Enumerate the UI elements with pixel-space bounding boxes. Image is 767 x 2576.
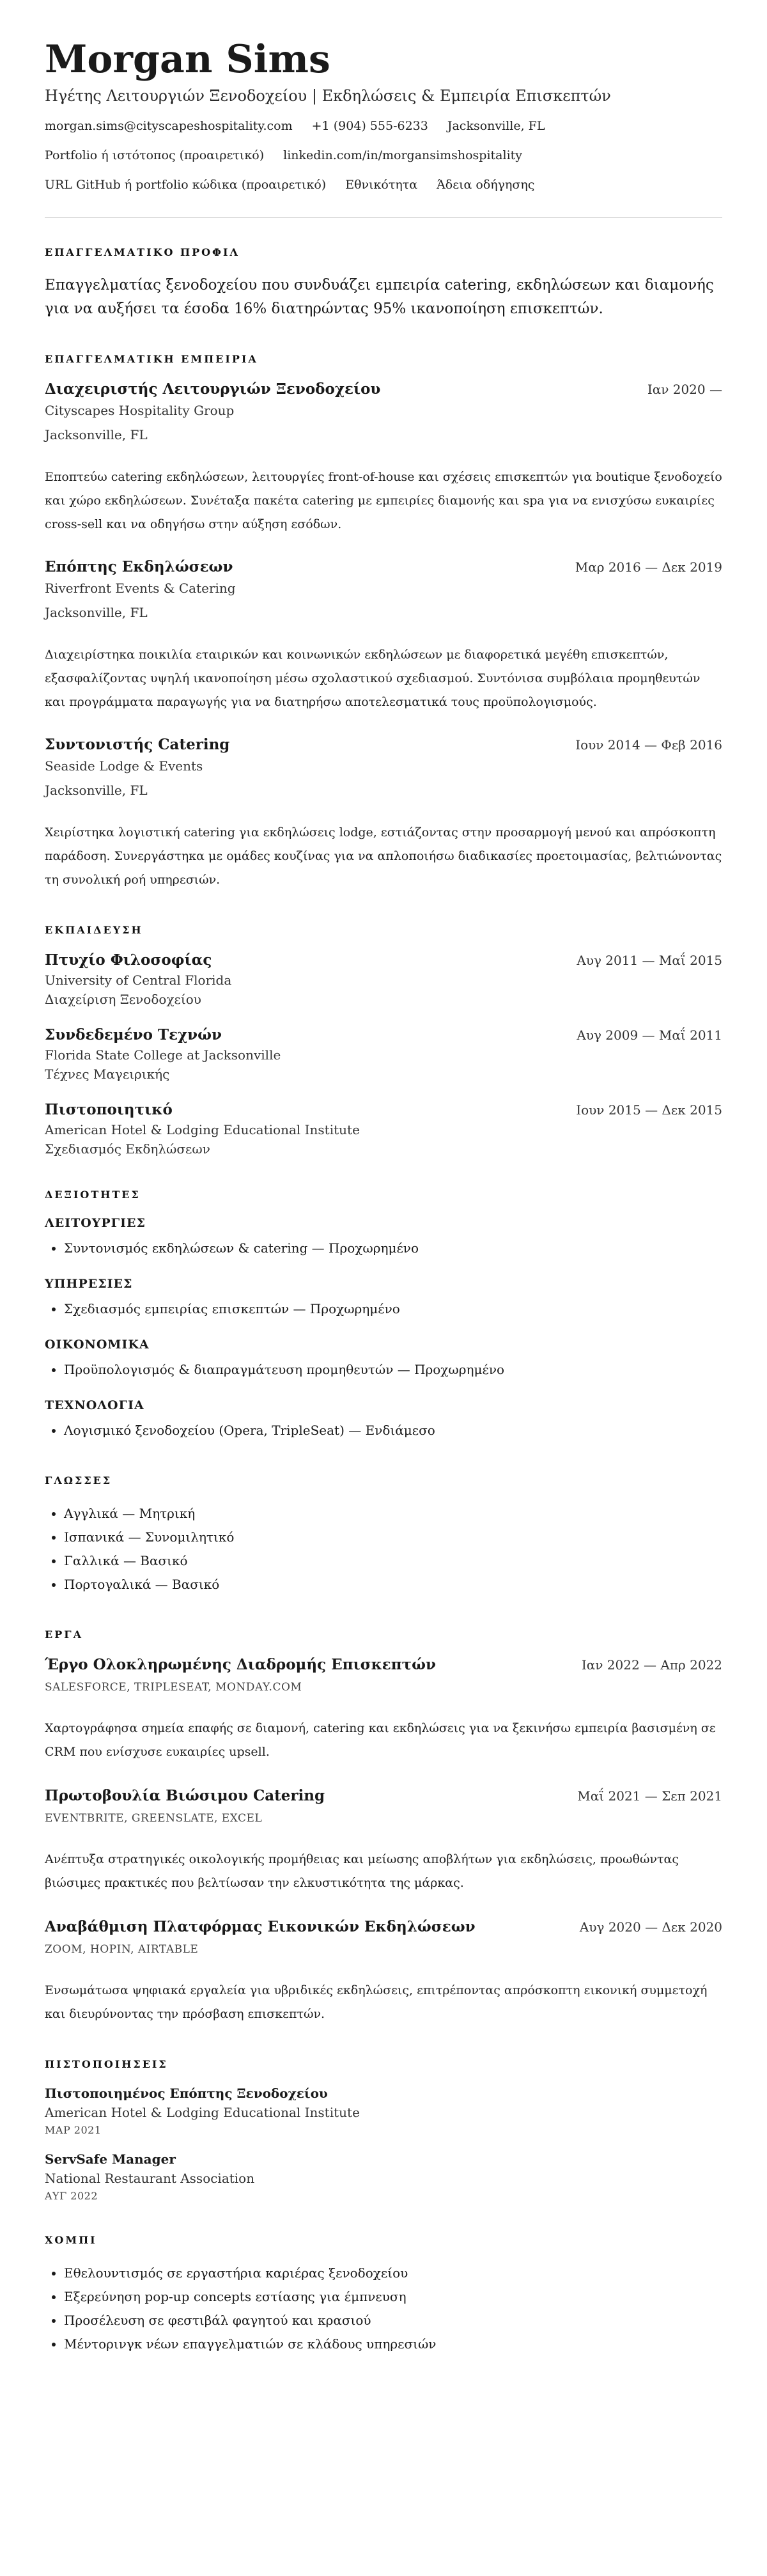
projects-title: ΕΡΓΑ	[45, 1628, 83, 1641]
contact-linkedin[interactable]: linkedin.com/in/morgansimshospitality	[283, 148, 523, 162]
job-dates: Μαρ 2016 — Δεκ 2019	[575, 559, 722, 575]
contact-github[interactable]: URL GitHub ή portfolio κώδικα (προαιρετικό)	[45, 178, 327, 192]
project-tech: SALESFORCE, TRIPLESEAT, MONDAY.COM	[45, 1681, 302, 1694]
degree: Συνδεδεμένο Τεχνών	[45, 1026, 222, 1044]
certification-date: ΑΥΓ 2022	[45, 2190, 98, 2203]
job-role: Διαχειριστής Λειτουργιών Ξενοδοχείου	[45, 380, 381, 398]
hobby-item: • Προσέλευση σε φεστιβάλ φαγητού και κρασιού	[64, 2309, 722, 2332]
language-item: • Γαλλικά — Βασικό	[64, 1549, 722, 1573]
skills-title: ΔΕΞΙΟΤΗΤΕΣ	[45, 1189, 141, 1201]
project-dates: Αυγ 2020 — Δεκ 2020	[579, 1919, 722, 1935]
contact-nationality: Εθνικότητα	[345, 178, 418, 192]
contact-location: Jacksonville, FL	[447, 119, 545, 133]
education-section	[45, 924, 722, 1157]
school: American Hotel & Lodging Educational Institute	[45, 1122, 360, 1138]
hobbies-section	[45, 2234, 722, 2356]
hobby-item: • Μέντορινγκ νέων επαγγελματιών σε κλάδους υπηρεσιών	[64, 2332, 722, 2356]
certification-issuer: American Hotel & Lodging Educational Institute	[45, 2105, 360, 2121]
skill-item: • Σχεδιασμός εμπειρίας επισκεπτών — Προχωρημένο	[64, 1297, 722, 1321]
education-entry	[45, 951, 722, 1007]
job-description: Εποπτεύω catering εκδηλώσεων, λειτουργίες front-of-house και σχέσεις επισκεπτών για boutique ξενοδοχείο και χώρο εκδηλώσεων. Συνέταξα πακέτα catering με εμπειρίες διαμονής και spa για να ενισχύσω ευκαιρίες cross-sell και να οδηγήσω στην αύξηση εσόδων.	[45, 469, 722, 531]
language-item: • Αγγλικά — Μητρική	[64, 1502, 722, 1526]
job-location: Jacksonville, FL	[45, 782, 148, 798]
job-description: Διαχειρίστηκα ποικιλία εταιρικών και κοινωνικών εκδηλώσεων με διαφορετικά μεγέθη επισκεπτών, εξασφαλίζοντας υψηλή ικανοποίηση μέσω σχολαστικού σχεδιασμού. Συντόνισα συμβόλαια προμηθευτών και προγράμματα παραγωγής για να διατηρήσω αποτελεσματικά τους προϋπολογισμούς.	[45, 647, 701, 709]
project-tech: EVENTBRITE, GREENSLATE, EXCEL	[45, 1812, 263, 1825]
experience-section	[45, 353, 722, 892]
language-item: • Ισπανικά — Συνομιλητικό	[64, 1526, 722, 1549]
experience-entry	[45, 558, 722, 714]
project-entry	[45, 1787, 722, 1895]
contact-portfolio[interactable]: Portfolio ή ιστότοπος (προαιρετικό)	[45, 148, 265, 162]
resume-header	[45, 38, 722, 192]
field-of-study: Σχεδιασμός Εκδηλώσεων	[45, 1141, 210, 1157]
skill-item: • Προϋπολογισμός & διαπραγμάτευση προμηθευτών — Προχωρημένο	[64, 1358, 722, 1382]
education-entry	[45, 1101, 722, 1157]
job-company: Seaside Lodge & Events	[45, 758, 203, 774]
school: University of Central Florida	[45, 972, 232, 988]
skill-group	[45, 1216, 722, 1260]
field-of-study: Τέχνες Μαγειρικής	[45, 1066, 170, 1082]
job-dates: Ιουν 2014 — Φεβ 2016	[575, 737, 722, 753]
headline: Ηγέτης Λειτουργιών Ξενοδοχείου | Εκδηλώσεις & Εμπειρία Επισκεπτών	[45, 87, 611, 105]
contact-row-links	[45, 148, 722, 162]
languages-section	[45, 1474, 722, 1596]
degree: Πτυχίο Φιλοσοφίας	[45, 951, 212, 969]
job-company: Cityscapes Hospitality Group	[45, 402, 235, 418]
project-description: Χαρτογράφησα σημεία επαφής σε διαμονή, catering και εκδηλώσεις για να ξεκινήσω εμπειρία βασισμένη σε CRM που ενίσχυσε ευκαιρίες upsell.	[45, 1721, 716, 1760]
education-dates: Ιουν 2015 — Δεκ 2015	[576, 1102, 722, 1118]
hobbies-list	[45, 2261, 722, 2356]
language-item: • Πορτογαλικά — Βασικό	[64, 1573, 722, 1596]
education-entry	[45, 1026, 722, 1082]
certification-name: Πιστοποιημένος Επόπτης Ξενοδοχείου	[45, 2086, 328, 2102]
project-description: Ενσωμάτωσα ψηφιακά εργαλεία για υβριδικές εκδηλώσεις, επιτρέποντας απρόσκοπτη εικονική συμμετοχή και διευρύνοντας την πρόσβαση επισκεπτών.	[45, 1983, 708, 2022]
contact-row-primary	[45, 119, 722, 133]
project-name: Έργο Ολοκληρωμένης Διαδρομής Επισκεπτών	[45, 1656, 436, 1674]
certification-date: ΜΑΡ 2021	[45, 2124, 102, 2137]
certification-issuer: National Restaurant Association	[45, 2171, 255, 2187]
project-dates: Μαΐ 2021 — Σεπ 2021	[577, 1788, 722, 1804]
contact-row-extra	[45, 178, 722, 192]
experience-entry	[45, 736, 722, 892]
skill-category: ΤΕΧΝΟΛΟΓΙΑ	[45, 1398, 144, 1413]
project-name: Αναβάθμιση Πλατφόρμας Εικονικών Εκδηλώσεων	[45, 1918, 476, 1936]
contact-email[interactable]: morgan.sims@cityscapeshospitality.com	[45, 119, 293, 133]
certification-name: ServSafe Manager	[45, 2151, 176, 2167]
certification-entry	[45, 2151, 722, 2202]
field-of-study: Διαχείριση Ξενοδοχείου	[45, 992, 201, 1008]
job-role: Επόπτης Εκδηλώσεων	[45, 558, 233, 575]
contact-phone[interactable]: +1 (904) 555-6233	[311, 119, 428, 133]
hobbies-title: ΧΟΜΠΙ	[45, 2234, 97, 2247]
skill-item: • Συντονισμός εκδηλώσεων & catering — Προχωρημένο	[64, 1237, 722, 1260]
job-location: Jacksonville, FL	[45, 604, 148, 620]
skills-section	[45, 1189, 722, 1442]
certifications-section	[45, 2058, 722, 2202]
project-entry	[45, 1918, 722, 2026]
projects-section	[45, 1628, 722, 2026]
header-divider	[45, 217, 722, 218]
job-location: Jacksonville, FL	[45, 426, 148, 442]
skill-category: ΛΕΙΤΟΥΡΓΙΕΣ	[45, 1216, 146, 1231]
contact-license: Άδεια οδήγησης	[437, 178, 535, 192]
experience-title: ΕΠΑΓΓΕΛΜΑΤΙΚΗ ΕΜΠΕΙΡΙΑ	[45, 352, 258, 365]
profile-section	[45, 246, 722, 321]
candidate-name: Morgan Sims	[45, 37, 330, 82]
project-name: Πρωτοβουλία Βιώσιμου Catering	[45, 1787, 325, 1805]
project-tech: ZOOM, HOPIN, AIRTABLE	[45, 1943, 199, 1956]
skill-item: • Λογισμικό ξενοδοχείου (Opera, TripleSeat) — Ενδιάμεσο	[64, 1419, 722, 1442]
certification-entry	[45, 2086, 722, 2136]
hobby-item: • Εξερεύνηση pop-up concepts εστίασης για έμπνευση	[64, 2285, 722, 2309]
project-dates: Ιαν 2022 — Απρ 2022	[581, 1657, 722, 1673]
skill-group	[45, 1338, 722, 1382]
skill-category: ΟΙΚΟΝΟΜΙΚΑ	[45, 1338, 150, 1352]
languages-list	[45, 1502, 722, 1596]
languages-title: ΓΛΩΣΣΕΣ	[45, 1474, 112, 1487]
skill-group	[45, 1398, 722, 1442]
school: Florida State College at Jacksonville	[45, 1047, 281, 1063]
hobby-item: • Εθελουντισμός σε εργαστήρια καριέρας ξενοδοχείου	[64, 2261, 722, 2285]
project-entry	[45, 1656, 722, 1764]
profile-summary: Επαγγελματίας ξενοδοχείου που συνδυάζει εμπειρία catering, εκδηλώσεων και διαμονής για να αυξήσει τα έσοδα 16% διατηρώντας 95% ικανοποίηση επισκεπτών.	[45, 277, 714, 317]
job-role: Συντονιστής Catering	[45, 735, 230, 753]
experience-entry	[45, 380, 722, 536]
certifications-title: ΠΙΣΤΟΠΟΙΗΣΕΙΣ	[45, 2058, 168, 2071]
education-dates: Αυγ 2011 — Μαΐ 2015	[577, 953, 722, 969]
profile-title: ΕΠΑΓΓΕΛΜΑΤΙΚΟ ΠΡΟΦΙΛ	[45, 246, 240, 258]
skill-group	[45, 1277, 722, 1321]
degree: Πιστοποιητικό	[45, 1101, 173, 1119]
job-dates: Ιαν 2020 —	[647, 381, 722, 397]
education-dates: Αυγ 2009 — Μαΐ 2011	[577, 1027, 722, 1043]
job-description: Χειρίστηκα λογιστική catering για εκδηλώσεις lodge, εστιάζοντας στην προσαρμογή μενού και απρόσκοπτη παράδοση. Συνεργάστηκα με ομάδες κουζίνας για να απλοποιήσω διαδικασίες προετοιμασίας, βελτιώνοντας τη συνολική ροή υπηρεσιών.	[45, 825, 722, 887]
project-description: Ανέπτυξα στρατηγικές οικολογικής προμήθειας και μείωσης αποβλήτων για εκδηλώσεις, προωθώντας βιώσιμες πρακτικές που βελτίωσαν την ελκυστικότητα της μάρκας.	[45, 1852, 679, 1891]
job-company: Riverfront Events & Catering	[45, 580, 236, 596]
skill-category: ΥΠΗΡΕΣΙΕΣ	[45, 1277, 133, 1292]
education-title: ΕΚΠΑΙΔΕΥΣΗ	[45, 924, 143, 937]
